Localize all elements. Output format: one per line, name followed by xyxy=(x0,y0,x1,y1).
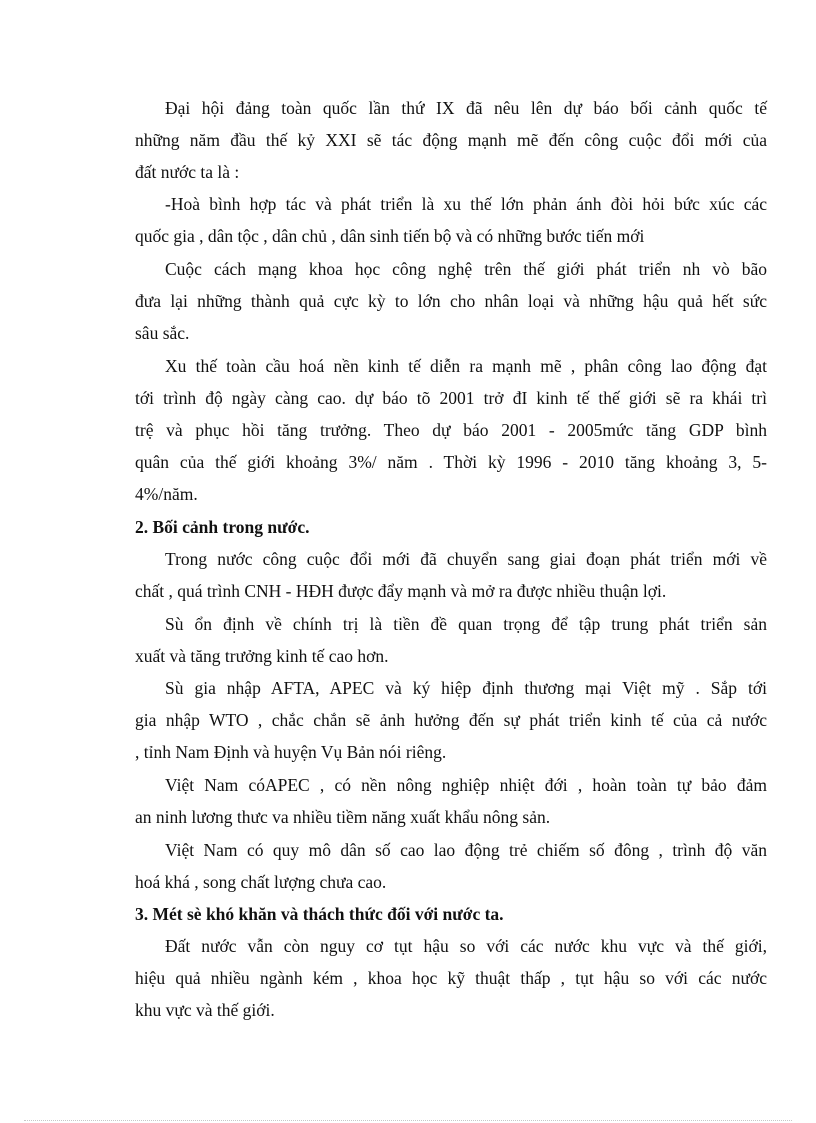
paragraph-line: những năm đầu thế kỷ XXI sẽ tác động mạnh mẽ đến công cuộc đổi mới của xyxy=(135,130,767,150)
paragraph-line: hiệu quả nhiều ngành kém , khoa học kỹ thuật thấp , tụt hậu so với các nước xyxy=(135,968,767,988)
paragraph-line: xuất và tăng trưởng kinh tế cao hơn. xyxy=(135,646,389,666)
section-heading: 3. Mét sè khó khăn và thách thức đối với nước ta. xyxy=(135,904,504,924)
paragraph-line: chất , quá trình CNH - HĐH được đẩy mạnh và mở ra được nhiều thuận lợi. xyxy=(135,581,667,601)
paragraph-line: Trong nước công cuộc đổi mới đã chuyển sang giai đoạn phát triển mới về xyxy=(165,549,767,569)
paragraph-line: Việt Nam có quy mô dân số cao lao động trẻ chiếm số đông , trình độ văn xyxy=(165,840,767,860)
paragraph-line: trệ và phục hồi tăng trưởng. Theo dự báo 2001 - 2005mức tăng GDP bình xyxy=(135,420,767,440)
paragraph-line: Đất nước vẫn còn nguy cơ tụt hậu so với các nước khu vực và thế giới, xyxy=(165,936,767,956)
paragraph-line: khu vực và thế giới. xyxy=(135,1000,275,1020)
paragraph-line: đất nước ta là : xyxy=(135,162,240,182)
paragraph-line: Việt Nam cóAPEC , có nền nông nghiệp nhiệt đới , hoàn toàn tự bảo đảm xyxy=(165,775,767,795)
page-footer-divider xyxy=(24,1120,792,1121)
paragraph-line: quốc gia , dân tộc , dân chủ , dân sinh tiến bộ và có những bước tiến mới xyxy=(135,226,645,246)
paragraph-line: an ninh lương thưc va nhiều tiềm năng xuất khẩu nông sản. xyxy=(135,807,551,827)
paragraph-line: Xu thế toàn cầu hoá nền kinh tế diễn ra mạnh mẽ , phân công lao động đạt xyxy=(165,356,767,376)
paragraph-line: Sù gia nhập AFTA, APEC và ký hiệp định thương mại Việt mỹ . Sắp tới xyxy=(165,678,767,698)
paragraph-line: 4%/năm. xyxy=(135,484,198,504)
paragraph-line: đưa lại những thành quả cực kỳ to lớn cho nhân loại và những hậu quả hết sức xyxy=(135,291,767,311)
paragraph-line: quân của thế giới khoảng 3%/ năm . Thời kỳ 1996 - 2010 tăng khoảng 3, 5- xyxy=(135,452,767,472)
paragraph-line: sâu sắc. xyxy=(135,323,190,343)
paragraph-line: Đại hội đảng toàn quốc lần thứ IX đã nêu lên dự báo bối cảnh quốc tế xyxy=(165,98,767,118)
paragraph-line: , tỉnh Nam Định và huyện Vụ Bản nói riêng. xyxy=(135,742,447,762)
paragraph-line: hoá khá , song chất lượng chưa cao. xyxy=(135,872,387,892)
paragraph-line: -Hoà bình hợp tác và phát triển là xu thế lớn phản ánh đòi hỏi bức xúc các xyxy=(165,194,767,214)
paragraph-line: Sù ổn định về chính trị là tiền đề quan trọng để tập trung phát triển sản xyxy=(165,614,767,634)
paragraph-line: Cuộc cách mạng khoa học công nghệ trên thế giới phát triển nh vò bão xyxy=(165,259,767,279)
section-heading: 2. Bối cảnh trong nước. xyxy=(135,517,310,537)
paragraph-line: gia nhập WTO , chắc chắn sẽ ảnh hưởng đến sự phát triển kinh tế của cả nước xyxy=(135,710,767,730)
paragraph-line: tới trình độ ngày càng cao. dự báo tõ 2001 trở đI kinh tế thế giới sẽ ra khái trì xyxy=(135,388,767,408)
